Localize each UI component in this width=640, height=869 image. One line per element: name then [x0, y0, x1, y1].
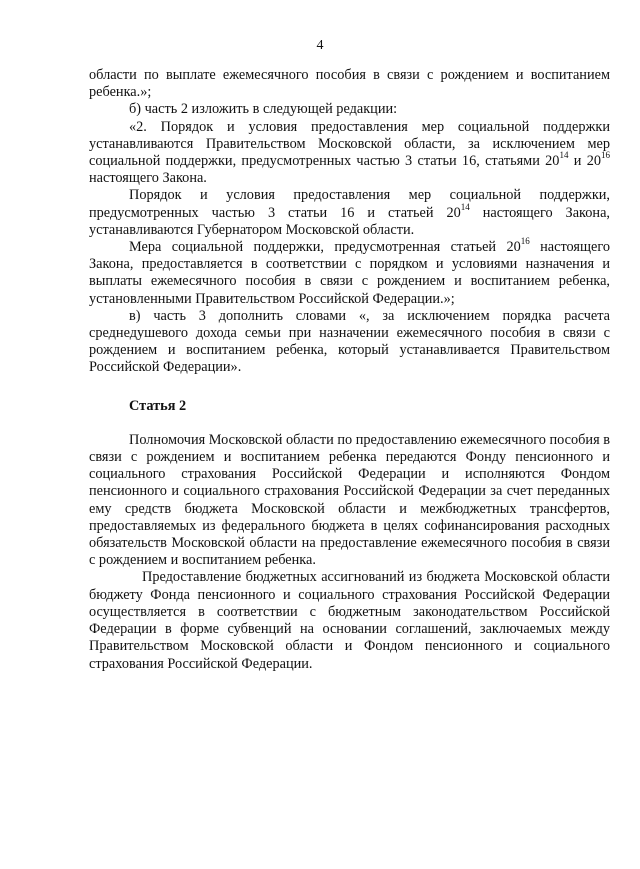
paragraph-part-2-text: «2. Порядок и условия предоставления мер социальной поддержки устанавливаются Правительством Московской области, за исключением мер социальной поддержки, предусмотренных частью 3 статьи 16, статьями $20^{14}$ и $20^{16}$ настоящего Закона.: [89, 118, 610, 187]
page-number: 4: [316, 38, 324, 53]
paragraph-support-measure: Мера социальной поддержки, предусмотренная статьей $20^{16}$ настоящего Закона, предоставляется в соответствии с порядком и условиями назначения и выплаты ежемесячного пособия в связи с рождением и воспитанием ребенка, установленными Правительством Российской Федерации.»;: [89, 236, 610, 307]
spacer: [89, 415, 610, 432]
article-heading: Статья 2: [129, 397, 187, 414]
paragraph-governor-order: Порядок и условия предоставления мер социальной поддержки, предусмотренных частью 3 статьи 16 и статьей $20^{14}$ настоящего Закона, устанавливаются Губернатором Московской области.: [89, 187, 610, 238]
document-body: [89, 67, 610, 673]
spacer: [89, 377, 610, 398]
paragraph-part-2-instruction: б) часть 2 изложить в следующей редакции:: [129, 101, 398, 118]
paragraph-part-3-addition: в) часть 3 дополнить словами «, за исключением порядка расчета среднедушевого дохода семьи при назначении ежемесячного пособия в связи с рождением и воспитанием ребенка, который устанавливается Правительством Российской Федерации».: [89, 307, 610, 376]
paragraph-budget-allocation: Предоставление бюджетных ассигнований из бюджета Московской области бюджету Фонда пенсионного и социального страхования Российской Федерации осуществляется в соответствии с бюджетным законодательством Российской Федерации в форме субвенций на основании соглашений, заключаемых между Правительством Московской области и Фондом пенсионного и социального страхования Российской Федерации.: [89, 569, 610, 672]
paragraph-powers-transfer: Полномочия Московской области по предоставлению ежемесячного пособия в связи с рождением и воспитанием ребенка передаются Фонду пенсионного и социального страхования Российской Федерации и исполняются Фондом пенсионного и социального страхования Российской Федерации за счет переданных ему средств бюджета Московской области и межбюджетных трансфертов, предоставляемых из федерального бюджета в целях софинансирования расходных обязательств Московской области на предоставление ежемесячного пособия в связи с рождением и воспитанием ребенка.: [89, 431, 610, 569]
paragraph-ending-clause: области по выплате ежемесячного пособия в связи с рождением и воспитанием ребенка.»;: [89, 67, 610, 101]
